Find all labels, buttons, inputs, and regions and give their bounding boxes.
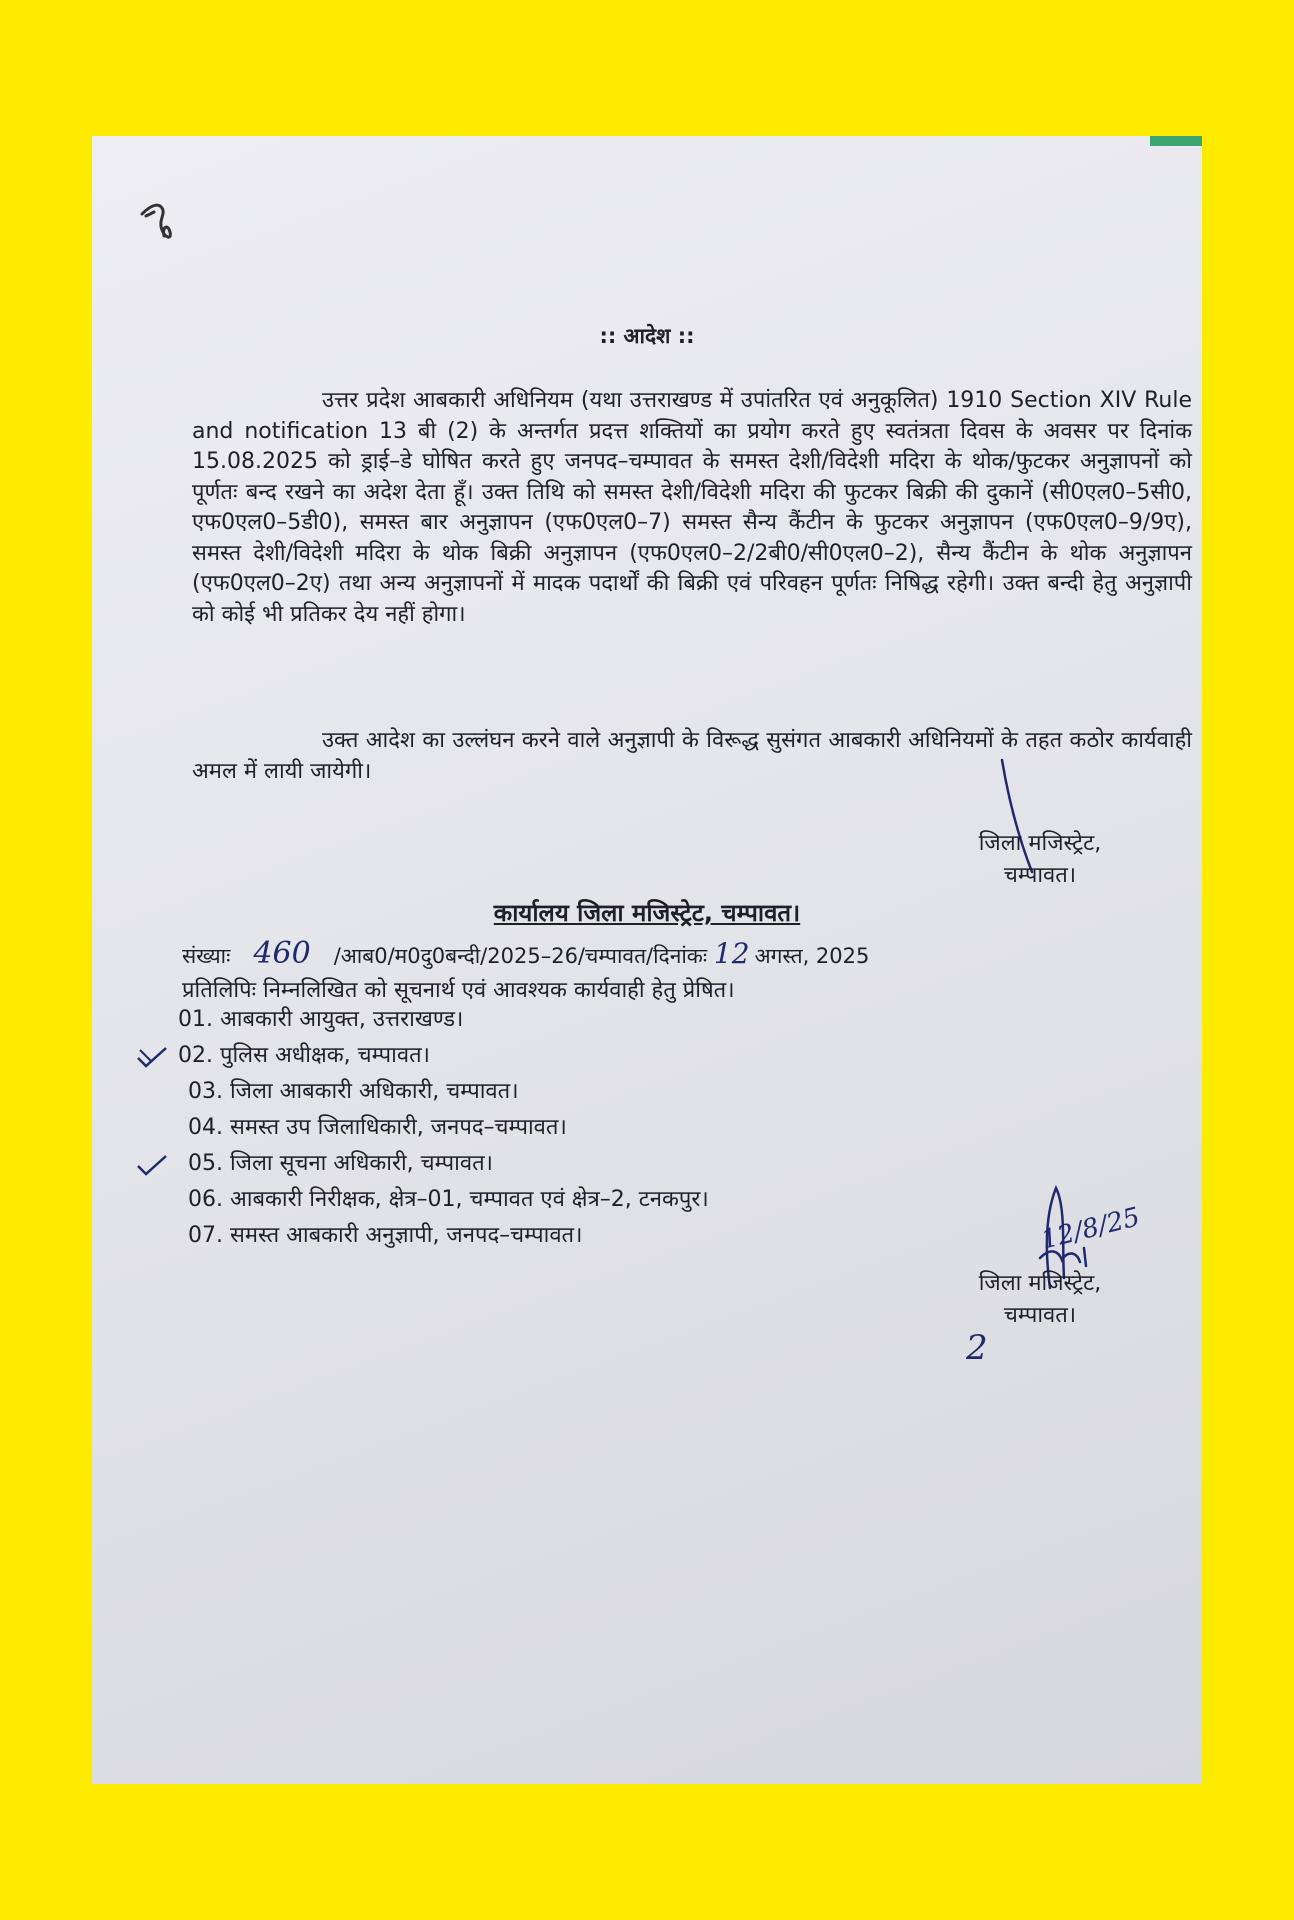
list-item: 03. जिला आबकारी अधिकारी, चम्पावत। (188, 1079, 519, 1104)
check-mark-icon (136, 1152, 170, 1174)
order-paragraph-2: उक्त आदेश का उल्लंघन करने वाले अनुज्ञापी के विरूद्ध सुसंगत आबकारी अधिनियमों के तहत कठोर कार्यवाही अमल में लायी जायेगी। (192, 728, 1192, 784)
handwritten-date: 12/8/25 (1038, 1202, 1143, 1256)
signature-block-2 (930, 1268, 1150, 1332)
signature-place: चम्पावत। (1003, 863, 1077, 888)
order-heading: :: आदेश :: (599, 324, 695, 348)
handwritten-page-number (132, 192, 192, 252)
background-paper-edge (1150, 136, 1202, 146)
reference-label: संख्याः (182, 944, 231, 968)
page-number-glyph (132, 192, 192, 252)
list-item (178, 1038, 1078, 1074)
copy-to-line: प्रतिलिपिः निम्नलिखित को सूचनार्थ एवं आवश्यक कार्यवाही हेतु प्रेषित। (182, 978, 735, 1003)
recipient-list (178, 1002, 1078, 1254)
signature-title: जिला मजिस्ट्रेट, (978, 831, 1102, 856)
office-heading: कार्यालय जिला मजिस्ट्रेट, चम्पावत। (493, 899, 801, 927)
signature-place: चम्पावत। (1003, 1303, 1077, 1328)
list-item (178, 1146, 1078, 1182)
reference-path: /आब0/म0दु0बन्दी/2025–26/चम्पावत/दिनांकः (333, 944, 708, 968)
handwritten-copy-count: 2 (966, 1328, 988, 1368)
list-item: 06. आबकारी निरीक्षक, क्षेत्र–01, चम्पावत एवं क्षेत्र–2, टनकपुर। (188, 1187, 709, 1212)
list-item: 04. समस्त उप जिलाधिकारी, जनपद–चम्पावत। (188, 1115, 567, 1140)
order-paragraph-1: उत्तर प्रदेश आबकारी अधिनियम (यथा उत्तराखण्ड में उपांतरित एवं अनुकूलित) 1910 Section XIV Rule and notification 13 बी (2) के अन्तर्गत प्रदत्त शक्तियों का प्रयोग करते हुए स्वतंत्रता दिवस के अवसर पर दिनांक 15.08.2025 को ड्राई–डे घोषित करते हुए जनपद–चम्पावत के समस्त देशी/विदेशी मदिरा के थोक/फुटकर अनुज्ञापनों को पूर्णतः बन्द रखने का अदेश देता हूँ। उक्त तिथि को समस्त देशी/विदेशी मदिरा की फुटकर बिक्री की दुकानें (सी0एल0–5सी0, एफ0एल0–5डी0), समस्त बार अनुज्ञापन (एफ0एल0–7) समस्त सैन्य कैंटीन के फुटकर अनुज्ञापन (एफ0एल0–9/9ए), समस्त देशी/विदेशी मदिरा के थोक बिक्री अनुज्ञापन (एफ0एल0–2/2बी0/सी0एल0–2), सैन्य कैंटीन के थोक अनुज्ञापन (एफ0एल0–2ए) तथा अन्य अनुज्ञापनों में मादक पदार्थों की बिक्री एवं परिवहन पूर्णतः निषिद्ध रहेगी। उक्त बन्दी हेतु अनुज्ञापी को कोई भी प्रतिकर देय नहीं होगा। (192, 388, 1192, 627)
recipient-text: 02. पुलिस अधीक्षक, चम्पावत। (178, 1043, 430, 1068)
reference-date: अगस्त, 2025 (754, 944, 870, 968)
reference-number: 460 (253, 936, 311, 971)
check-mark-icon (136, 1044, 170, 1066)
signature-title: जिला मजिस्ट्रेट, (978, 1271, 1102, 1296)
reference-day: 12 (713, 937, 750, 970)
reference-line (182, 936, 1182, 971)
document-page (92, 136, 1202, 1784)
signature-block-1 (930, 828, 1150, 892)
list-item: 07. समस्त आबकारी अनुज्ञापी, जनपद–चम्पावत। (188, 1223, 583, 1248)
recipient-text: 05. जिला सूचना अधिकारी, चम्पावत। (188, 1151, 493, 1176)
list-item: 01. आबकारी आयुक्त, उत्तराखण्ड। (178, 1007, 464, 1032)
